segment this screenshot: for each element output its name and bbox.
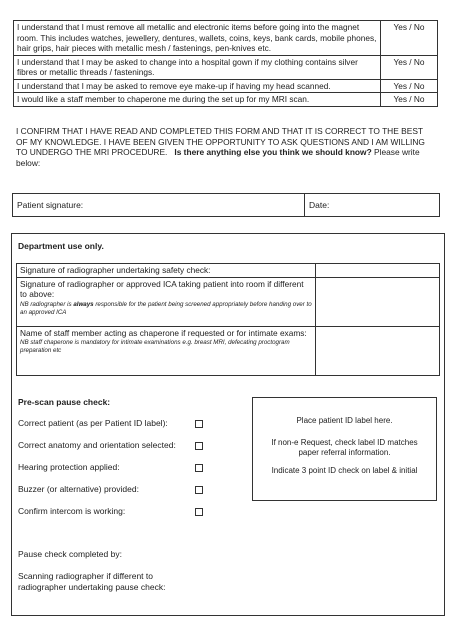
yes-no-option[interactable]: Yes / No xyxy=(381,55,438,79)
write-below-instruction: Please write below: xyxy=(16,147,420,168)
note-suffix: responsible for the patient being screened appropriately before handing over to an approved ICA xyxy=(20,300,312,316)
anything-else-question: Is there anything else you think we should know? xyxy=(174,147,372,158)
staff-row xyxy=(17,326,440,375)
check-item xyxy=(18,462,120,472)
confirmation-statement xyxy=(16,126,436,168)
staff-signature-field[interactable] xyxy=(316,277,440,326)
label-instruction: If non-e Request, check label ID matches paper referral information. xyxy=(271,438,418,457)
check-item xyxy=(18,418,168,428)
staff-row xyxy=(17,277,440,326)
staff-row-label: Signature of radiographer or approved ICA taking patient into room if different to above: xyxy=(20,278,304,299)
patient-id-label-box[interactable] xyxy=(252,397,437,501)
checkbox[interactable] xyxy=(195,508,203,516)
staff-signature-field[interactable] xyxy=(316,326,440,375)
check-item xyxy=(18,506,125,516)
checkbox[interactable] xyxy=(195,464,203,472)
staff-row-label: Name of staff member acting as chaperone if requested or for intimate exams: xyxy=(20,327,307,338)
check-label: Buzzer (or alternative) provided: xyxy=(18,484,139,494)
label-instruction: Place patient ID label here. xyxy=(296,416,393,425)
question-text: I would like a staff member to chaperone me during the set up for my MRI scan. xyxy=(14,93,381,107)
confirmation-text: I CONFIRM THAT I HAVE READ AND COMPLETED THIS FORM AND THAT IT IS CORRECT TO THE BEST OF MY KNOWLEDGE. I HAVE BEEN GIVEN THE OPPORTUNITY TO ASK QUESTIONS AND I AM WILLING TO UNDERGO THE MRI PROCEDURE. xyxy=(16,126,425,158)
question-text: I understand that I may be asked to remove eye make-up if having my head scanned. xyxy=(14,79,381,93)
patient-signature-label: Patient signature: xyxy=(17,200,84,210)
question-text: I understand that I may be asked to change into a hospital gown if my clothing contains silver fibres or metallic threads / fastenings. xyxy=(14,55,381,79)
question-text: I understand that I must remove all metallic and electronic items before going into the magnet room. This includes watches, jewellery, dentures, wallets, coins, keys, bank cards, mobile phones, hair grips, hair pieces with metallic mesh / fastenings, pen-knives etc. xyxy=(14,21,381,56)
note-prefix: NB radiographer is xyxy=(20,300,74,308)
department-title: Department use only. xyxy=(18,241,104,251)
check-item xyxy=(18,484,139,494)
checkbox[interactable] xyxy=(195,420,203,428)
patient-signature-row xyxy=(12,193,440,217)
note-bold: always xyxy=(73,300,94,308)
checkbox[interactable] xyxy=(195,442,203,450)
question-row xyxy=(14,79,438,93)
date-field[interactable] xyxy=(305,194,439,216)
check-label: Correct patient (as per Patient ID label): xyxy=(18,418,168,428)
checkbox[interactable] xyxy=(195,486,203,494)
question-row xyxy=(14,93,438,107)
department-use-section xyxy=(11,233,445,616)
yes-no-option[interactable]: Yes / No xyxy=(381,93,438,107)
pause-completed-label: Pause check completed by: xyxy=(18,549,122,559)
staff-row-note xyxy=(20,301,312,317)
label-instruction: Indicate 3 point ID check on label & initial xyxy=(271,466,418,475)
yes-no-option[interactable]: Yes / No xyxy=(381,79,438,93)
check-label: Confirm intercom is working: xyxy=(18,506,126,516)
prescan-title: Pre-scan pause check: xyxy=(18,397,111,407)
yes-no-option[interactable]: Yes / No xyxy=(381,21,438,56)
staff-row-label: Signature of radiographer undertaking safety check: xyxy=(17,264,316,278)
patient-signature-field[interactable] xyxy=(13,194,305,216)
date-label: Date: xyxy=(309,200,330,210)
safety-questions-table xyxy=(13,20,438,107)
staff-row-note: NB staff chaperone is mandatory for intimate examinations e.g. breast MRI, defecating proctogram preparation etc xyxy=(20,339,290,354)
staff-row-cell xyxy=(17,326,316,375)
staff-signature-table xyxy=(16,263,440,376)
check-label: Hearing protection applied: xyxy=(18,462,120,472)
check-label: Correct anatomy and orientation selected: xyxy=(18,440,176,450)
staff-signature-field[interactable] xyxy=(316,264,440,278)
question-row xyxy=(14,21,438,56)
staff-row-cell xyxy=(17,277,316,326)
scanning-radiographer-label: Scanning radiographer if different to radiographer undertaking pause check: xyxy=(18,571,166,592)
question-row xyxy=(14,55,438,79)
check-item xyxy=(18,440,176,450)
staff-row xyxy=(17,264,440,278)
